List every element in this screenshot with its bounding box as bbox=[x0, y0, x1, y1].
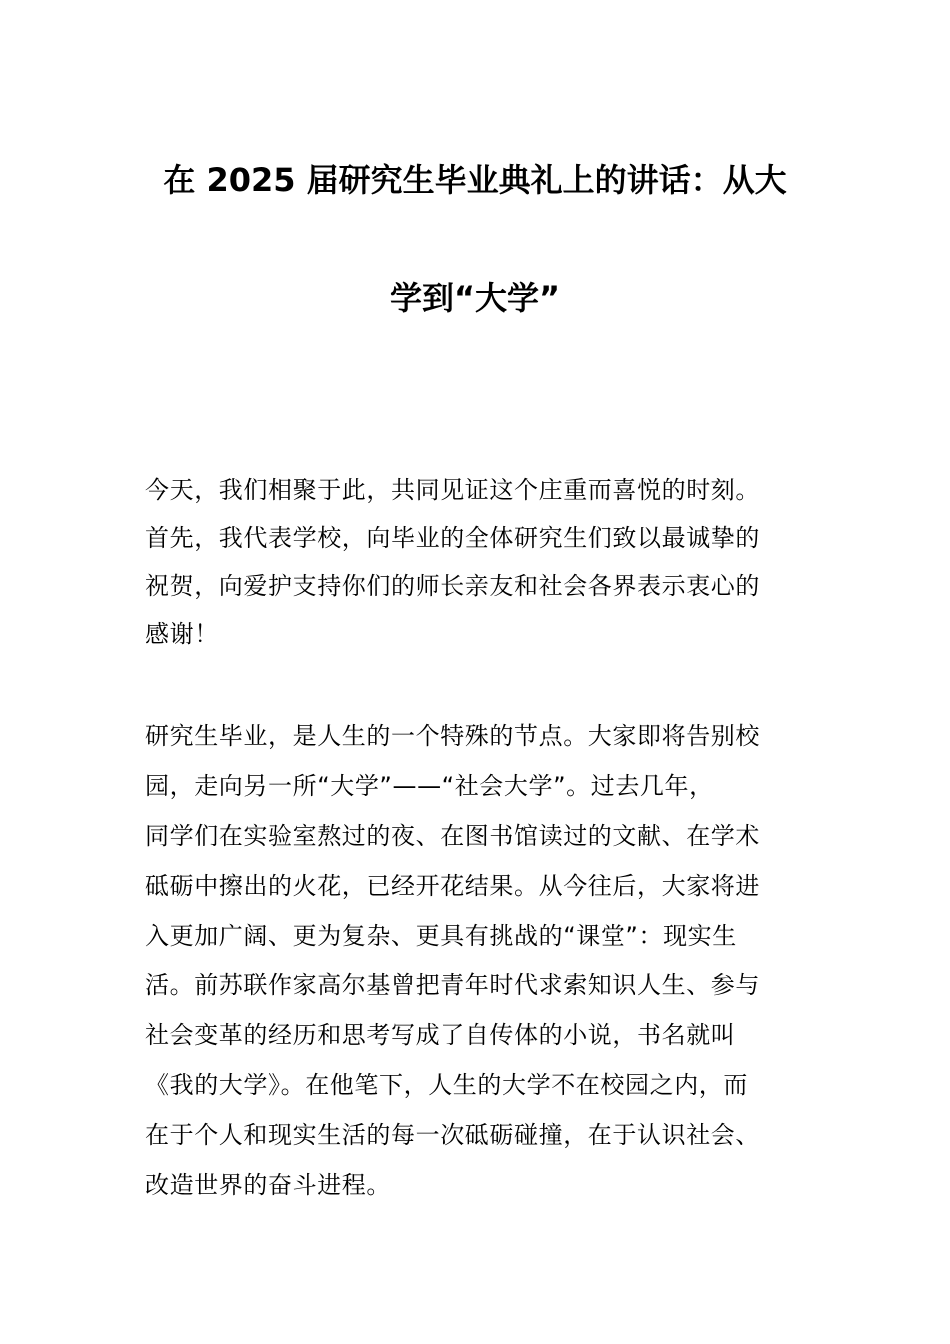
paragraph-1-line-4: 感谢！ bbox=[145, 620, 219, 648]
document-title-line-1: 在 2025 届研究生毕业典礼上的讲话：从大 bbox=[163, 161, 787, 199]
paragraph-1-line-1: 今天，我们相聚于此，共同见证这个庄重而喜悦的时刻。 bbox=[145, 476, 760, 504]
paragraph-2-line-2: 园，走向另一所“大学”——“社会大学”。过去几年， bbox=[145, 772, 714, 800]
paragraph-2-line-1: 研究生毕业，是人生的一个特殊的节点。大家即将告别校 bbox=[145, 722, 760, 750]
paragraph-2-line-8: 《我的大学》。在他笔下，人生的大学不在校园之内，而 bbox=[145, 1071, 748, 1099]
paragraph-2-line-9: 在于个人和现实生活的每一次砥砺碰撞，在于认识社会、 bbox=[145, 1121, 760, 1149]
paragraph-1-line-2: 首先，我代表学校，向毕业的全体研究生们致以最诚挚的 bbox=[145, 524, 760, 552]
paragraph-2-line-5: 入更加广阔、更为复杂、更具有挑战的“课堂”：现实生 bbox=[145, 922, 737, 950]
paragraph-2-line-10: 改造世界的奋斗进程。 bbox=[145, 1171, 391, 1199]
document-title-line-2: 学到“大学” bbox=[389, 279, 561, 317]
paragraph-2-line-3: 同学们在实验室熬过的夜、在图书馆读过的文献、在学术 bbox=[145, 822, 760, 850]
paragraph-2-line-4: 砥砺中擦出的火花，已经开花结果。从今往后，大家将进 bbox=[145, 872, 760, 900]
paragraph-2-line-7: 社会变革的经历和思考写成了自传体的小说，书名就叫 bbox=[145, 1021, 736, 1049]
paragraph-2-line-6: 活。前苏联作家高尔基曾把青年时代求索知识人生、参与 bbox=[145, 971, 760, 999]
paragraph-1-line-3: 祝贺，向爱护支持你们的师长亲友和社会各界表示衷心的 bbox=[145, 572, 760, 600]
